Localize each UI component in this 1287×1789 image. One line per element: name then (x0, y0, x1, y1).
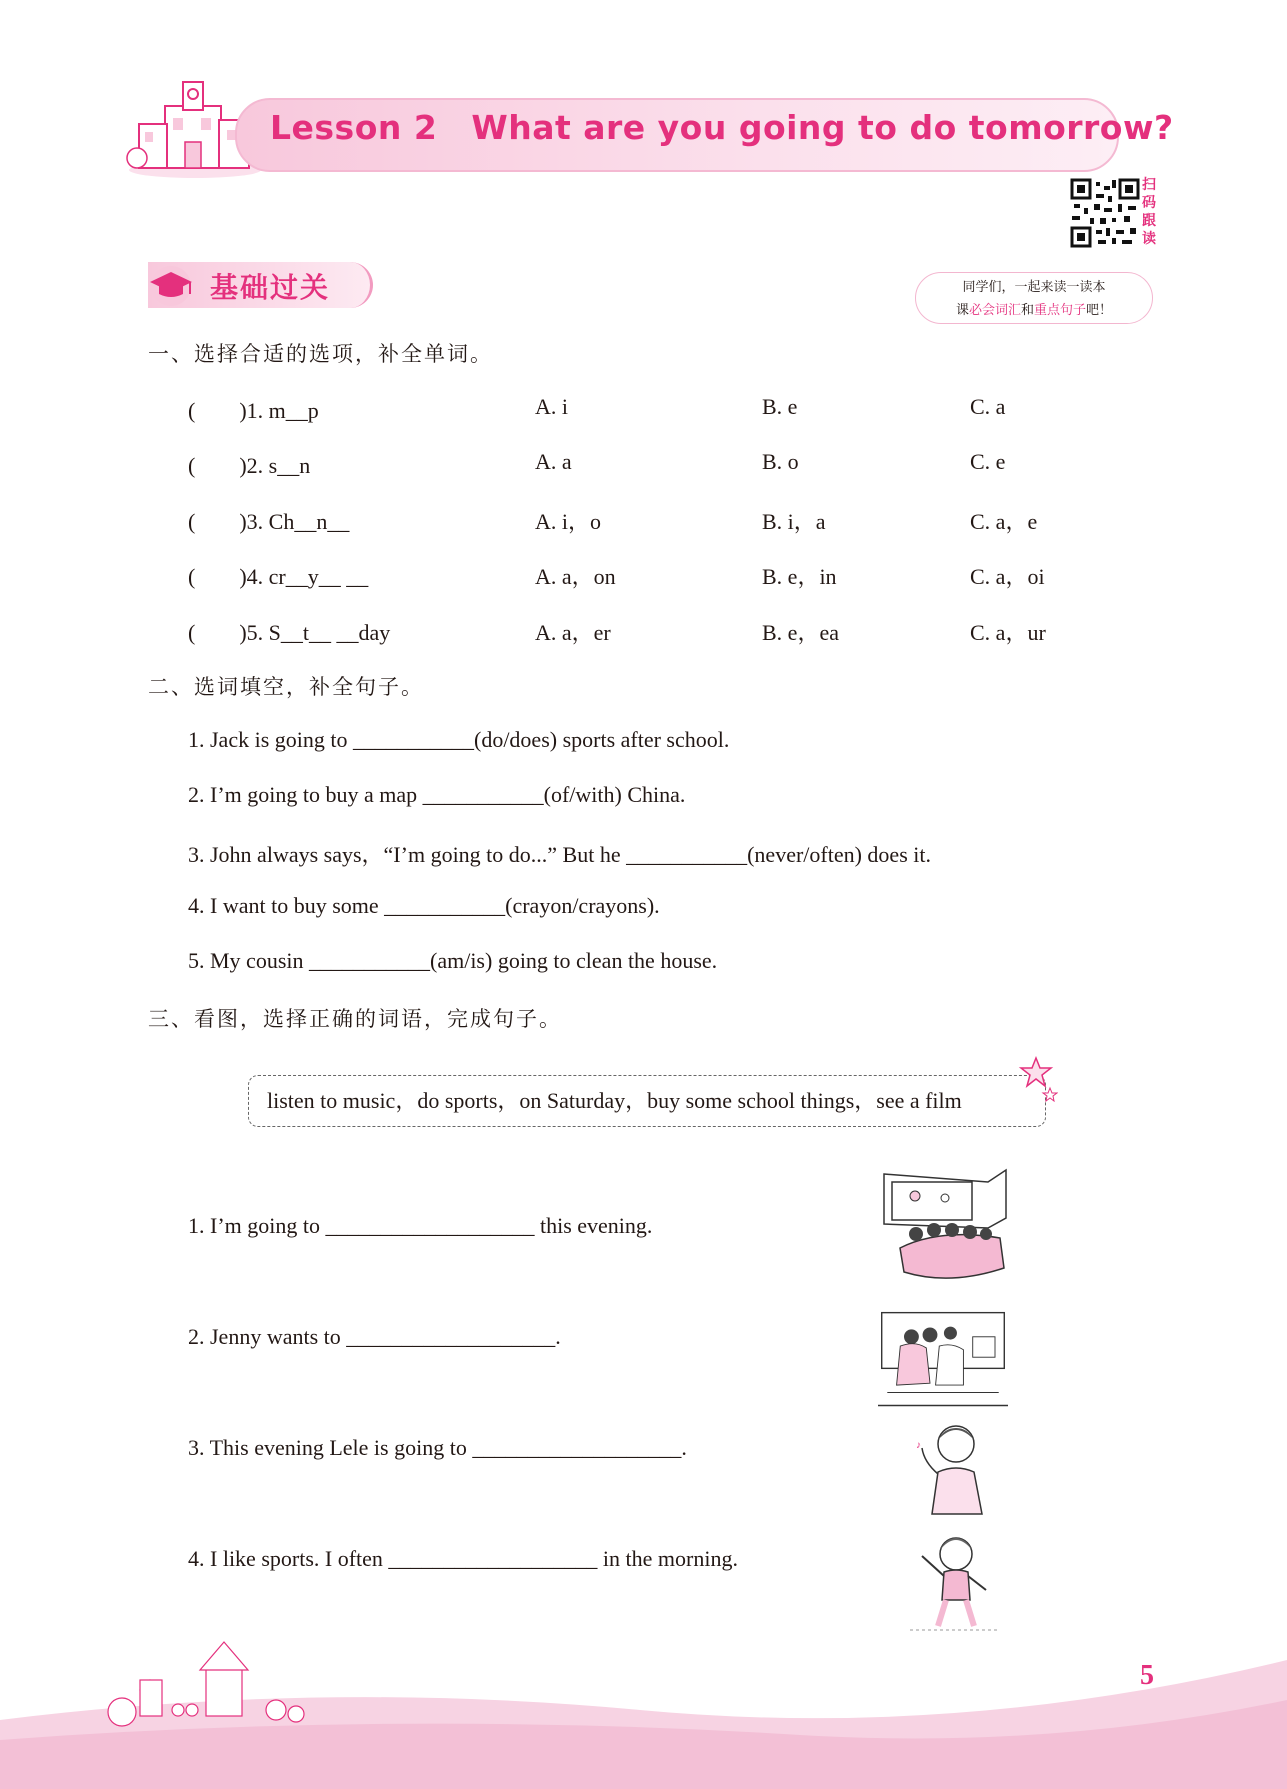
reading-tip-bubble (915, 272, 1153, 324)
part1-option-b: B. e (762, 394, 798, 419)
part1-option-c: C. a (970, 394, 1006, 419)
part2-heading: 二、选词填空，补全句子。 (148, 675, 424, 699)
part1-question-2[interactable]: ( )2. s__n (188, 453, 311, 478)
part1-option-b: B. i，a (762, 509, 826, 534)
girl-picture (912, 1418, 1002, 1518)
bubble-line-2 (916, 299, 1152, 322)
scan-label: 扫码跟读 (1142, 177, 1156, 247)
part3-sentence-2[interactable]: 2. Jenny wants to ___________________. (188, 1324, 561, 1349)
part1-option-a: A. a (535, 449, 572, 474)
graduation-cap-icon (146, 262, 196, 308)
bubble-line-1: 同学们，一起来读一读本 (962, 280, 1106, 295)
part2-sentence-4[interactable]: 4. I want to buy some ___________(crayon/crayons). (188, 893, 660, 918)
bubble-highlight-words: 必会词汇 (968, 303, 1021, 318)
star-icon (1018, 1056, 1058, 1102)
lesson-title-text: What are you going to do tomorrow? (471, 108, 1174, 147)
qr-code-icon[interactable] (1070, 178, 1140, 248)
part1-option-a: A. i，o (535, 509, 602, 534)
bubble-text: 课 (955, 303, 969, 318)
part2-sentence-3[interactable]: 3. John always says，“I’m going to do...” But he ___________(never/often) does it. (188, 842, 931, 867)
part1-option-c: C. e (970, 449, 1006, 474)
part1-option-a: A. a，er (535, 620, 611, 645)
part1-question-3[interactable]: ( )3. Ch__n__ (188, 509, 350, 534)
page-number: 5 (1140, 1660, 1154, 1691)
part2-sentence-1[interactable]: 1. Jack is going to ___________(do/does) sports after school. (188, 727, 730, 752)
part1-option-a: A. a，on (535, 564, 616, 589)
part2-sentence-5[interactable]: 5. My cousin ___________(am/is) going to clean the house. (188, 948, 718, 973)
lesson-number: Lesson 2 (270, 108, 438, 147)
part3-sentence-3[interactable]: 3. This evening Lele is going to ___________________. (188, 1435, 687, 1460)
part1-question-4[interactable]: ( )4. cr__y__ __ (188, 564, 369, 589)
word-bank-box: listen to music，do sports，on Saturday，buy some school things，see a film (248, 1075, 1046, 1127)
part1-option-c: C. a，oi (970, 564, 1045, 589)
part2-sentence-2[interactable]: 2. I’m going to buy a map ___________(of/with) China. (188, 782, 686, 807)
part1-option-b: B. o (762, 449, 799, 474)
classroom-picture (878, 1300, 1008, 1420)
part1-option-a: A. i (535, 394, 568, 419)
part1-heading: 一、选择合适的选项，补全单词。 (148, 342, 493, 366)
part3-sentence-1[interactable]: 1. I’m going to ___________________ this evening. (188, 1213, 653, 1238)
part1-option-b: B. e，ea (762, 620, 839, 645)
part1-option-c: C. a，e (970, 509, 1038, 534)
bubble-text: 吧！ (1086, 303, 1113, 318)
page-title (270, 108, 1174, 147)
bubble-highlight-sentences: 重点句子 (1034, 303, 1087, 318)
part1-option-b: B. e，in (762, 564, 837, 589)
section-title: 基础过关 (210, 271, 331, 304)
svg-text:♪: ♪ (916, 1440, 921, 1451)
part1-question-5[interactable]: ( )5. S__t__ __day (188, 620, 391, 645)
part3-heading: 三、看图，选择正确的词语，完成句子。 (148, 1007, 562, 1031)
part3-sentence-4[interactable]: 4. I like sports. I often ___________________ in the morning. (188, 1546, 738, 1571)
part1-question-1[interactable]: ( )1. m__p (188, 398, 319, 423)
cinema-picture (880, 1168, 1010, 1288)
bubble-text: 和 (1020, 303, 1034, 318)
footer-wave (0, 1620, 1287, 1789)
part1-option-c: C. a，ur (970, 620, 1046, 645)
